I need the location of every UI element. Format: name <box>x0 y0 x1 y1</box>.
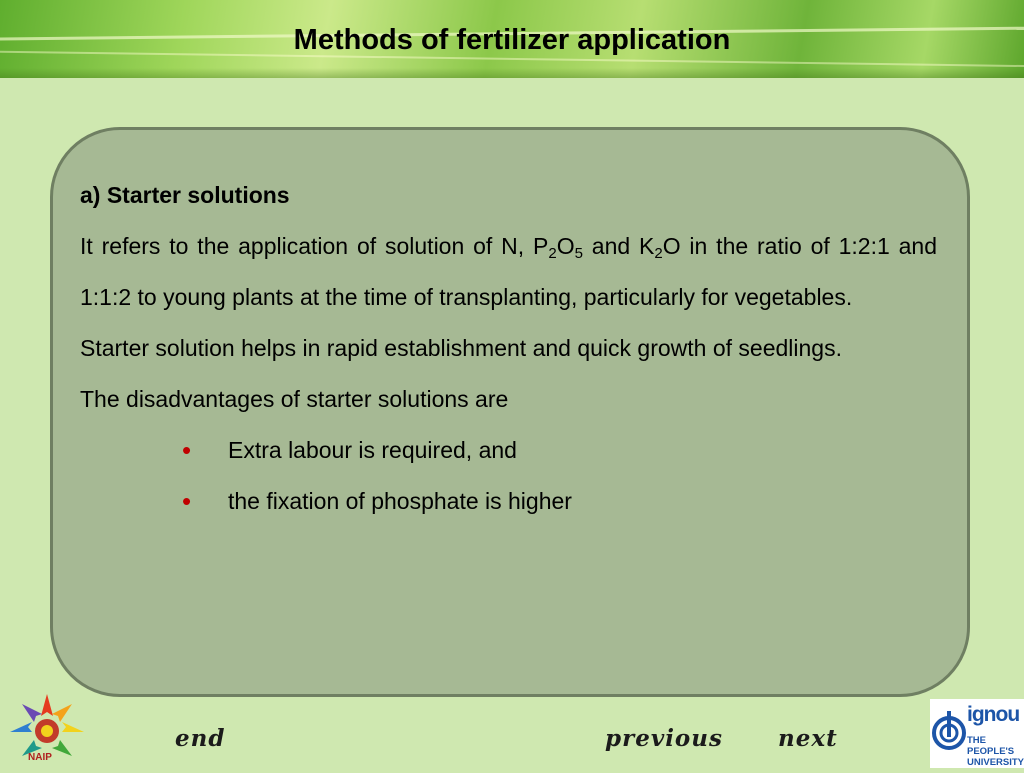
bullet-text: the fixation of phosphate is higher <box>228 488 572 514</box>
section-heading: a) Starter solutions <box>80 182 290 208</box>
slide-content <box>80 170 937 527</box>
bullet-icon: • <box>182 486 192 516</box>
bullet-icon: • <box>182 435 192 465</box>
previous-button[interactable]: previous <box>605 725 723 752</box>
paragraph-definition: It refers to the application of solution of N, $P_2O_5$ and $K_2O$ in the ratio of 1:2:1 and 1:1:2 to young plants at the time of transplanting, particularly for vegetables. <box>80 233 938 310</box>
ignou-emblem-icon <box>932 703 966 765</box>
ignou-logo-icon <box>930 699 1024 768</box>
banner-shadow <box>0 68 1024 78</box>
header-banner <box>0 0 1024 78</box>
slide-title: Methods of fertilizer application <box>293 24 731 56</box>
end-button[interactable]: end <box>175 725 226 752</box>
ignou-tagline: THE PEOPLE'S UNIVERSITY <box>967 735 1024 768</box>
ignou-name: ignou <box>967 703 1020 726</box>
paragraph-benefit: Starter solution helps in rapid establishment and quick growth of seedlings. <box>80 335 842 361</box>
list-item <box>182 425 937 476</box>
list-item <box>182 476 937 527</box>
bullet-text: Extra labour is required, and <box>228 437 517 463</box>
next-button[interactable]: next <box>778 725 838 752</box>
naip-label: NAIP <box>28 752 52 763</box>
paragraph-disadvantages: The disadvantages of starter solutions are <box>80 386 509 412</box>
naip-logo-icon <box>6 690 88 768</box>
